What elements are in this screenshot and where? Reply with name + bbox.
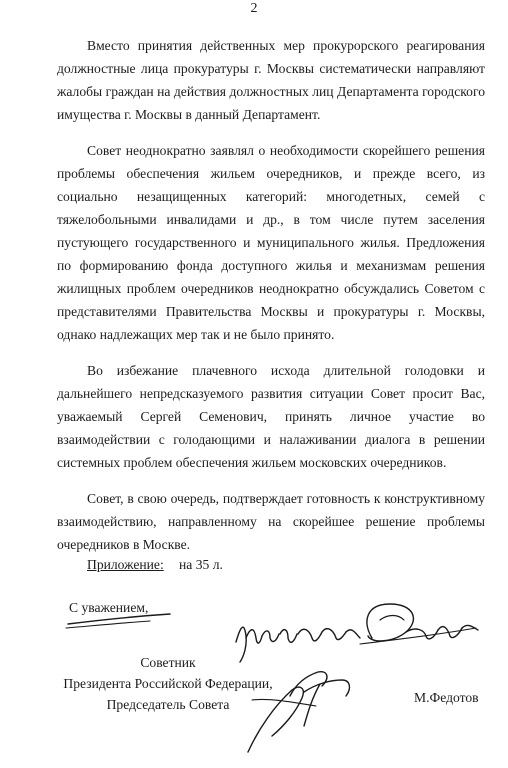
paragraph-3: Во избежание плачевного исхода длительной голодовки и дальнейшего непредсказуемого развития ситуации Совет просит Вас, уважаемый Сергей Семенович, принять личное участие во взаимодействии с голодающими и налаживании диалога в решении системных проблем обеспечения жильем московских очередников. — [57, 363, 485, 470]
signer-name: М.Федотов — [414, 690, 479, 705]
page-number: 2 — [250, 1, 258, 16]
signer-title — [48, 652, 288, 715]
attachment-line — [87, 555, 223, 575]
attachment-label: Приложение: — [87, 557, 164, 572]
attachment-value: на 35 л. — [179, 557, 223, 572]
letter-body — [57, 34, 485, 556]
closing-phrase: С уважением, — [69, 600, 149, 615]
paragraph-1: Вместо принятия действенных мер прокурорского реагирования должностные лица прокуратуры г. Москвы систематически направляют жалобы граждан на действия должностных лиц Департамента городского имущества г. Москвы в данный Департамент. — [57, 38, 485, 122]
signer-title-line-2: Президента Российской Федерации, — [63, 676, 273, 691]
paragraph-4: Совет, в свою очередь, подтверждает готовность к конструктивному взаимодействию, направленному на скорейшее решение проблемы очередников в Москве. — [57, 491, 485, 552]
signer-title-line-1: Советник — [140, 655, 196, 670]
paragraph-2: Совет неоднократно заявлял о необходимости скорейшего решения проблемы обеспечения жильем очередников, и прежде всего, из социально незащищенных категорий: многодетных, семей с тяжелобольными инвалидами и др., в том числе путем заселения пустующего государственного и муниципального жилья. Предложения по формированию фонда доступного жилья и механизмам решения жилищных проблем очередников неоднократно обсуждались Советом с представителями Правительства Москвы и прокуратуры г. Москвы, однако надлежащих мер так и не было принято. — [57, 143, 485, 342]
signer-title-line-3: Председатель Совета — [106, 697, 230, 712]
